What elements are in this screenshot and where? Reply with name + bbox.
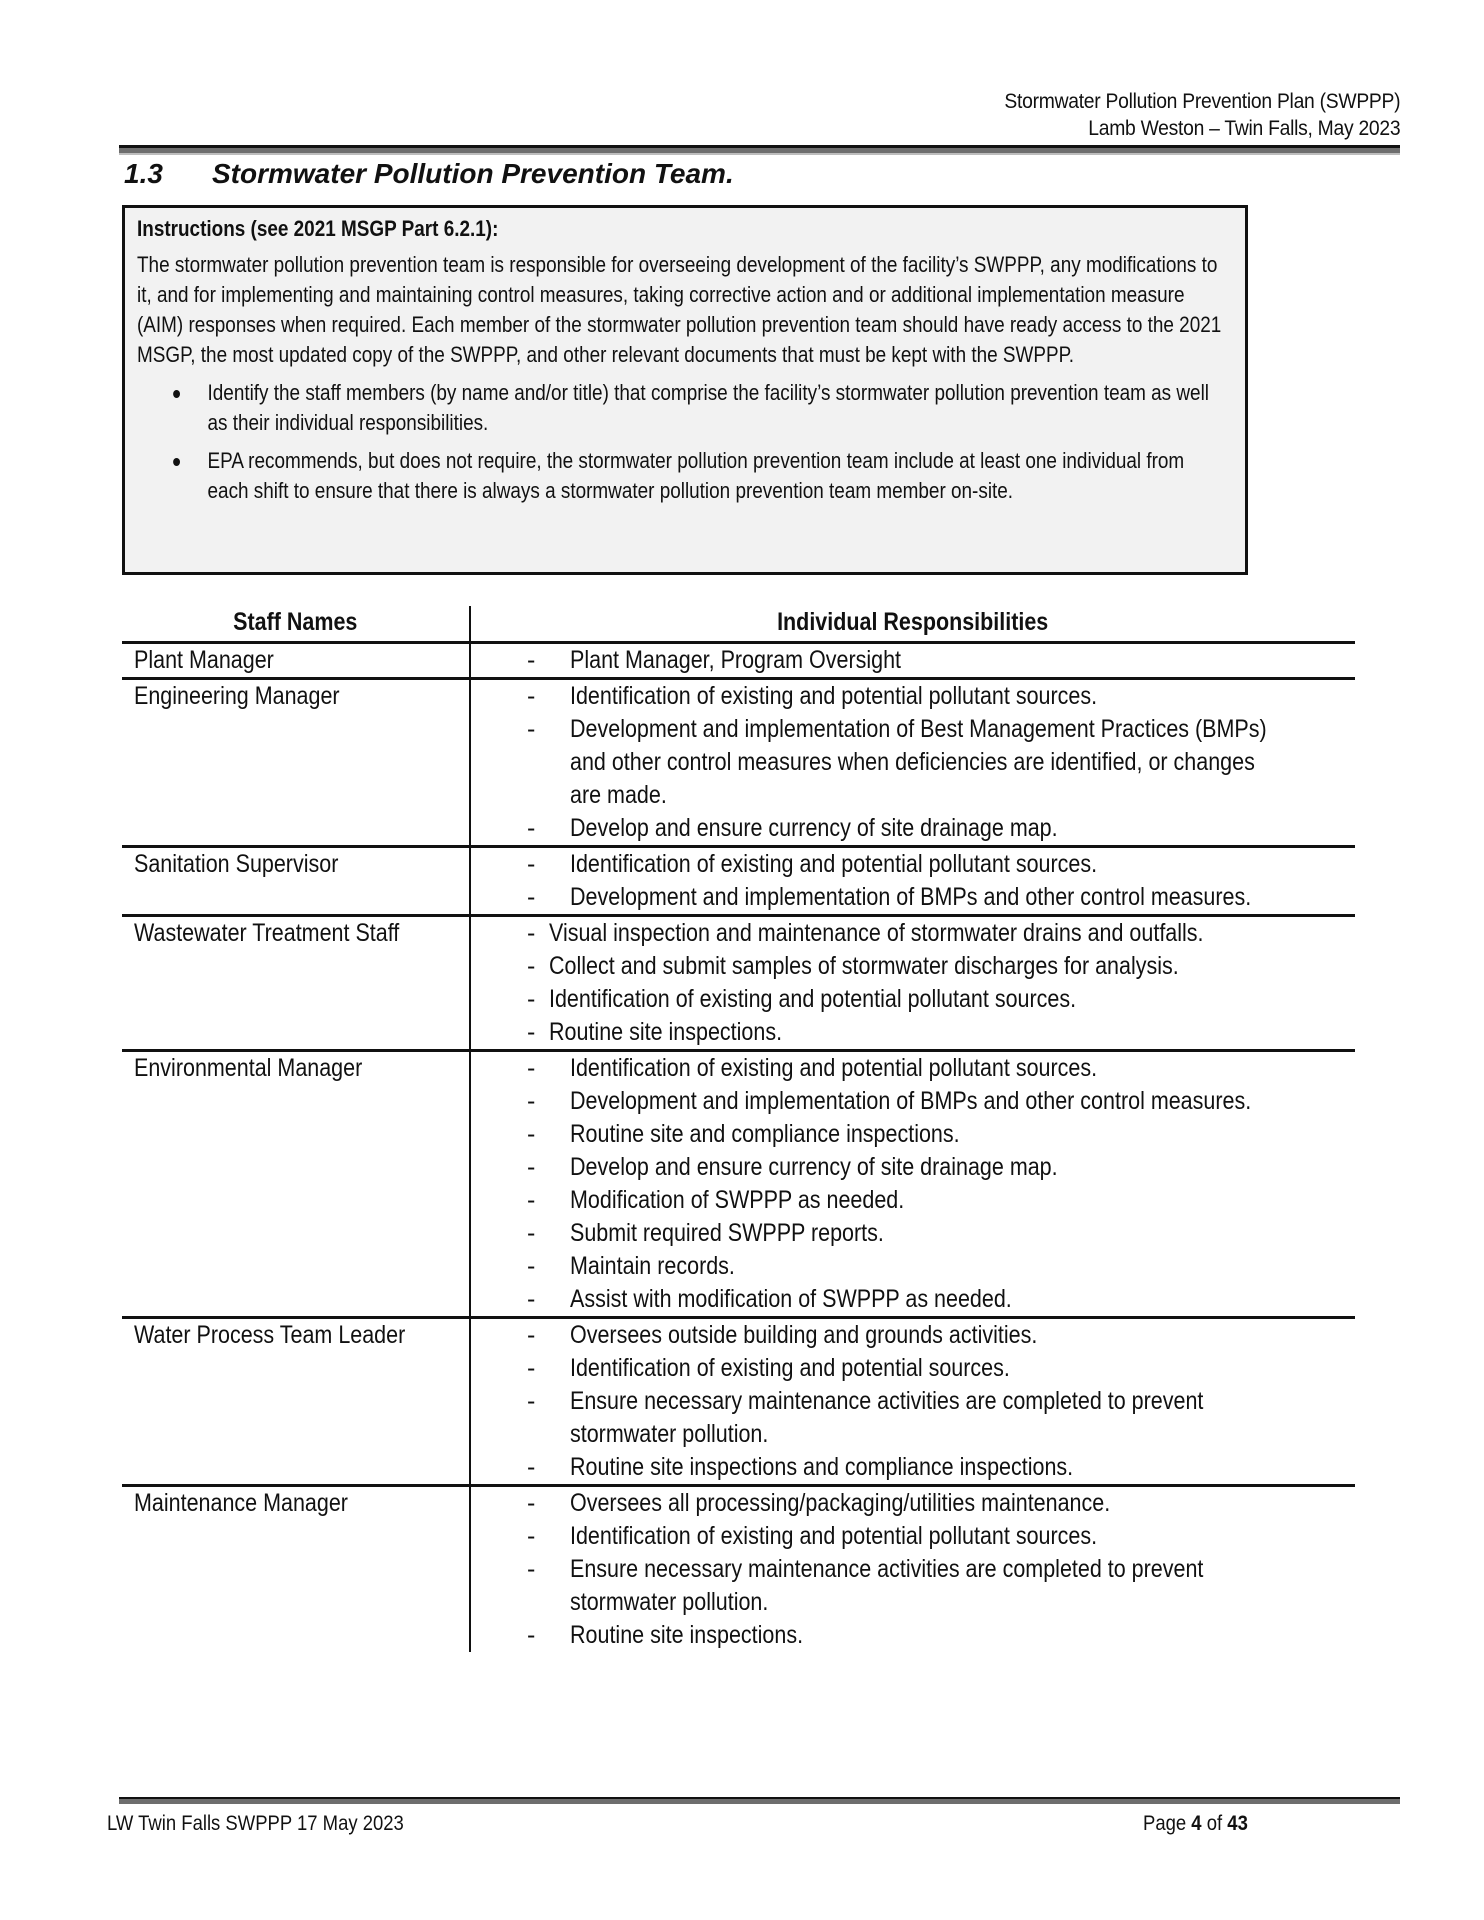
table-row	[122, 1051, 1355, 1318]
responsibility-item: - Identification of existing and potential pollutant sources.	[527, 985, 1077, 1013]
responsibilities-cell	[470, 1486, 1355, 1653]
responsibility-item: - Development and implementation of BMPs and other control measures.	[527, 1087, 1252, 1115]
responsibility-item: - Develop and ensure currency of site drainage map.	[527, 814, 1058, 842]
staff-name-cell: Water Process Team Leader	[122, 1318, 470, 1486]
current-page: 4	[1191, 1812, 1202, 1835]
responsibility-item: - Assist with modification of SWPPP as needed.	[527, 1285, 1012, 1313]
responsibility-item: - Plant Manager, Program Oversight	[527, 646, 902, 674]
responsibility-item: - Routine site inspections.	[527, 1621, 804, 1649]
section-heading	[124, 158, 734, 190]
table-row	[122, 679, 1355, 847]
responsibilities-cell	[470, 916, 1355, 1051]
staff-name-cell: Sanitation Supervisor	[122, 847, 470, 916]
footer-rule-shadow	[119, 1799, 1400, 1804]
bullet-icon	[173, 458, 180, 466]
instructions-title: Instructions (see 2021 MSGP Part 6.2.1):	[137, 216, 499, 241]
staff-responsibilities-table	[122, 606, 1355, 1652]
bullet-icon	[173, 390, 180, 398]
instructions-bullet-list	[137, 378, 1230, 506]
responsibility-item: - Identification of existing and potential pollutant sources.	[527, 682, 1098, 710]
running-header	[1004, 88, 1400, 142]
staff-name-cell: Plant Manager	[122, 643, 470, 679]
responsibilities-cell	[470, 1318, 1355, 1486]
responsibility-item: - Ensure necessary maintenance activities are completed to prevent stormwater pollution.	[527, 1387, 1204, 1448]
responsibility-item: - Collect and submit samples of stormwater discharges for analysis.	[527, 952, 1179, 980]
column-header-staff-names: Staff Names	[122, 606, 470, 643]
instructions-box	[122, 205, 1248, 575]
responsibility-item: - Ensure necessary maintenance activities are completed to prevent stormwater pollution.	[527, 1555, 1204, 1616]
header-rule-highlight	[119, 153, 1400, 155]
responsibilities-cell	[470, 1051, 1355, 1318]
responsibility-item: - Oversees all processing/packaging/utilities maintenance.	[527, 1489, 1111, 1517]
staff-name-cell: Maintenance Manager	[122, 1486, 470, 1653]
table-header-row	[122, 606, 1355, 643]
responsibility-item: - Development and implementation of BMPs and other control measures.	[527, 883, 1252, 911]
responsibility-item: - Submit required SWPPP reports.	[527, 1219, 884, 1247]
total-pages: 43	[1227, 1812, 1248, 1835]
table-row	[122, 643, 1355, 679]
header-facility-date: Lamb Weston – Twin Falls, May 2023	[1087, 117, 1400, 140]
responsibility-item: - Identification of existing and potential pollutant sources.	[527, 850, 1098, 878]
header-document-title: Stormwater Pollution Prevention Plan (SWPPP)	[1004, 90, 1400, 113]
responsibility-item: - Routine site inspections.	[527, 1018, 783, 1046]
responsibility-item: - Development and implementation of Best Management Practices (BMPs) and other control measures when deficiencies are identified, or changes are made.	[527, 715, 1267, 809]
responsibilities-cell	[470, 643, 1355, 679]
staff-name-cell: Engineering Manager	[122, 679, 470, 847]
responsibility-item: - Modification of SWPPP as needed.	[527, 1186, 905, 1214]
section-title: Stormwater Pollution Prevention Team.	[212, 158, 734, 189]
responsibility-item: - Visual inspection and maintenance of stormwater drains and outfalls.	[527, 919, 1204, 947]
staff-name-cell: Wastewater Treatment Staff	[122, 916, 470, 1051]
staff-name-cell: Environmental Manager	[122, 1051, 470, 1318]
column-header-responsibilities: Individual Responsibilities	[470, 606, 1355, 643]
responsibility-item: - Routine site and compliance inspections.	[527, 1120, 960, 1148]
instructions-body: The stormwater pollution prevention team is responsible for overseeing development of the facility’s SWPPP, any modifications to it, and for implementing and maintaining control measures, taking corrective action and or additional implementation measure (AIM) responses when required. Each member of the stormwater pollution prevention team should have ready access to the 2021 MSGP, the most updated copy of the SWPPP, and other relevant documents that must be kept with the SWPPP.	[137, 252, 1222, 367]
responsibilities-cell	[470, 679, 1355, 847]
table-row	[122, 916, 1355, 1051]
responsibility-item: - Identification of existing and potential sources.	[527, 1354, 1010, 1382]
instructions-bullet: Identify the staff members (by name and/or title) that comprise the facility’s stormwater pollution prevention team as well as their individual responsibilities.	[137, 378, 1230, 438]
table-row	[122, 1486, 1355, 1653]
responsibility-item: - Develop and ensure currency of site drainage map.	[527, 1153, 1058, 1181]
footer-document-id: LW Twin Falls SWPPP 17 May 2023	[107, 1812, 404, 1835]
table-row	[122, 847, 1355, 916]
responsibility-item: - Identification of existing and potential pollutant sources.	[527, 1054, 1098, 1082]
page-number: Page 4 of 43	[1143, 1812, 1248, 1835]
responsibility-item: - Maintain records.	[527, 1252, 735, 1280]
instructions-bullet: EPA recommends, but does not require, the stormwater pollution prevention team include at least one individual from each shift to ensure that there is always a stormwater pollution prevention team member on-site.	[137, 446, 1230, 506]
section-number: 1.3	[124, 158, 163, 189]
responsibility-item: - Identification of existing and potential pollutant sources.	[527, 1522, 1098, 1550]
responsibilities-cell	[470, 847, 1355, 916]
responsibility-item: - Oversees outside building and grounds activities.	[527, 1321, 1038, 1349]
responsibility-item: - Routine site inspections and compliance inspections.	[527, 1453, 1074, 1481]
table-row	[122, 1318, 1355, 1486]
